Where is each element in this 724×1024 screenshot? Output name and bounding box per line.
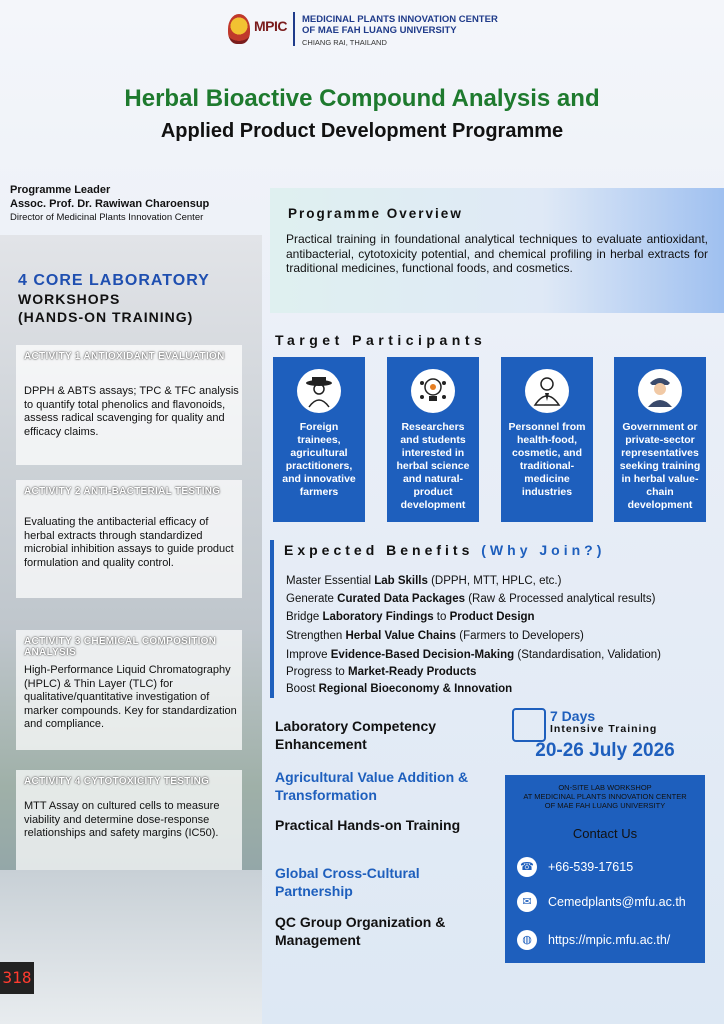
activity-body: MTT Assay on cultured cells to measure viability and determine dose-response relationships and safety margins (IC50).: [24, 800, 220, 839]
duration-days: 7 Days: [550, 708, 596, 724]
benefit-item: Boost Regional Bioeconomy & Innovation: [286, 683, 513, 695]
mail-icon: ✉: [517, 892, 537, 912]
target-participants-title: Target Participants: [275, 332, 487, 348]
activity-card: [16, 345, 242, 465]
leader-role: Director of Medicinal Plants Innovation Center: [10, 212, 204, 223]
page-subtitle: Applied Product Development Programme: [160, 120, 564, 142]
overview-text: Practical training in foundational analytical techniques to evaluate antioxidant, antibacterial, cytotoxicity potential, and chemical profiling in herbal extracts for traditional medicines, functional foods, and cosmetics.: [286, 232, 708, 275]
core-heading-line2: WORKSHOPS: [18, 291, 121, 307]
phone-icon: ☎: [517, 857, 537, 877]
core-heading-line1: 4 CORE LABORATORY: [18, 272, 210, 289]
benefit-item: Master Essential Lab Skills (DPPH, MTT, HPLC, etc.): [286, 575, 562, 587]
officer-icon: [638, 369, 682, 413]
participant-card: [387, 357, 479, 522]
benefits-title: [284, 542, 605, 558]
businessperson-icon: [525, 369, 569, 413]
activity-body: Evaluating the antibacterial efficacy of herbal extracts through standardized microbial inhibition assays to guide product formulation and quality control.: [24, 516, 234, 569]
benefit-item: Bridge Laboratory Findings to Product Design: [286, 611, 535, 623]
activity-body: High-Performance Liquid Chromatography (HPLC) & Thin Layer (TLC) for qualitative/quantitative investigation of marker compounds. Key for standardization and compliance.: [24, 664, 237, 730]
lab-device-display: 318: [0, 962, 34, 994]
benefit-item: Strengthen Herbal Value Chains (Farmers to Developers): [286, 630, 584, 642]
benefit-item: Progress to Market-Ready Products: [286, 666, 477, 678]
core-heading-line3: (HANDS-ON TRAINING): [18, 309, 194, 325]
participant-card: [501, 357, 593, 522]
activity-title: ACTIVITY 2 ANTI-BACTERIAL TESTING: [24, 486, 221, 497]
activity-card: [16, 770, 242, 870]
venue-line2: AT MEDICINAL PLANTS INNOVATION CENTER: [523, 792, 687, 801]
competency-item: Agricultural Value Addition & Transformation: [275, 769, 469, 803]
center-name-line1: MEDICINAL PLANTS INNOVATION CENTER: [302, 14, 498, 25]
activity-body: DPPH & ABTS assays; TPC & TFC analysis to quantify total phenolics and flavonoids, assess radical scavenging for quality and efficacy claims.: [24, 385, 239, 438]
duration-subtitle: Intensive Training: [550, 723, 658, 735]
benefit-item: Improve Evidence-Based Decision-Making (Standardisation, Validation): [286, 649, 661, 661]
participant-label: Government or private-sector representatives seeking training in herbal value-chain development: [619, 421, 701, 511]
benefit-item: Generate Curated Data Packages (Raw & Processed analytical results): [286, 593, 656, 605]
header: [0, 0, 724, 70]
contact-heading: Contact Us: [572, 826, 638, 841]
benefits-accent-bar: [270, 540, 274, 698]
competency-item: Global Cross-Cultural Partnership: [275, 865, 420, 899]
lab-bench-photo: [0, 870, 262, 1024]
activity-title: ACTIVITY 4 CYTOTOXICITY TESTING: [24, 776, 210, 787]
activity-title: ACTIVITY 1 ANTIOXIDANT EVALUATION: [24, 351, 225, 362]
globe-icon: ◍: [517, 930, 537, 950]
benefits-why: (Why Join?): [481, 542, 606, 558]
leader-name: Assoc. Prof. Dr. Rawiwan Charoensup: [10, 198, 210, 210]
leader-label: Programme Leader: [10, 184, 111, 196]
center-location: CHIANG RAI, THAILAND: [302, 38, 387, 47]
event-date: 20-26 July 2026: [535, 740, 675, 761]
contact-phone[interactable]: +66-539-17615: [548, 860, 634, 874]
farmer-icon: [297, 369, 341, 413]
header-divider: [293, 12, 295, 46]
center-name-line2: OF MAE FAH LUANG UNIVERSITY: [302, 25, 457, 36]
participant-label: Researchers and students interested in herbal science and natural-product development: [396, 421, 470, 511]
venue-line3: OF MAE FAH LUANG UNIVERSITY: [544, 801, 666, 810]
activity-card: [16, 630, 242, 750]
activity-title: ACTIVITY 3 CHEMICAL COMPOSITION ANALYSIS: [24, 636, 217, 658]
competency-item: Practical Hands-on Training: [275, 817, 461, 833]
page-title: Herbal Bioactive Compound Analysis and: [124, 85, 600, 112]
contact-website[interactable]: https://mpic.mfu.ac.th/: [548, 933, 671, 947]
participant-card: [614, 357, 706, 522]
participant-label: Foreign trainees, agricultural practitioners, and innovative farmers: [282, 421, 356, 498]
participant-card: [273, 357, 365, 522]
overview-title: Programme Overview: [288, 206, 463, 221]
contact-email[interactable]: Cemedplants@mfu.ac.th: [548, 895, 686, 909]
venue-line1: ON-SITE LAB WORKSHOP: [558, 783, 652, 792]
participant-label: Personnel from health-food, cosmetic, and traditional-medicine industries: [508, 421, 586, 498]
activity-card: [16, 480, 242, 598]
competency-item: QC Group Organization & Management: [275, 914, 446, 948]
researcher-icon: [411, 369, 455, 413]
mpic-logo: MPIC: [254, 18, 287, 34]
benefits-title-text: Expected Benefits: [284, 542, 474, 558]
calendar-icon: [512, 708, 546, 742]
competency-item: Laboratory Competency Enhancement: [275, 718, 437, 752]
venue-info: [505, 783, 705, 810]
university-emblem-icon: [228, 14, 250, 44]
